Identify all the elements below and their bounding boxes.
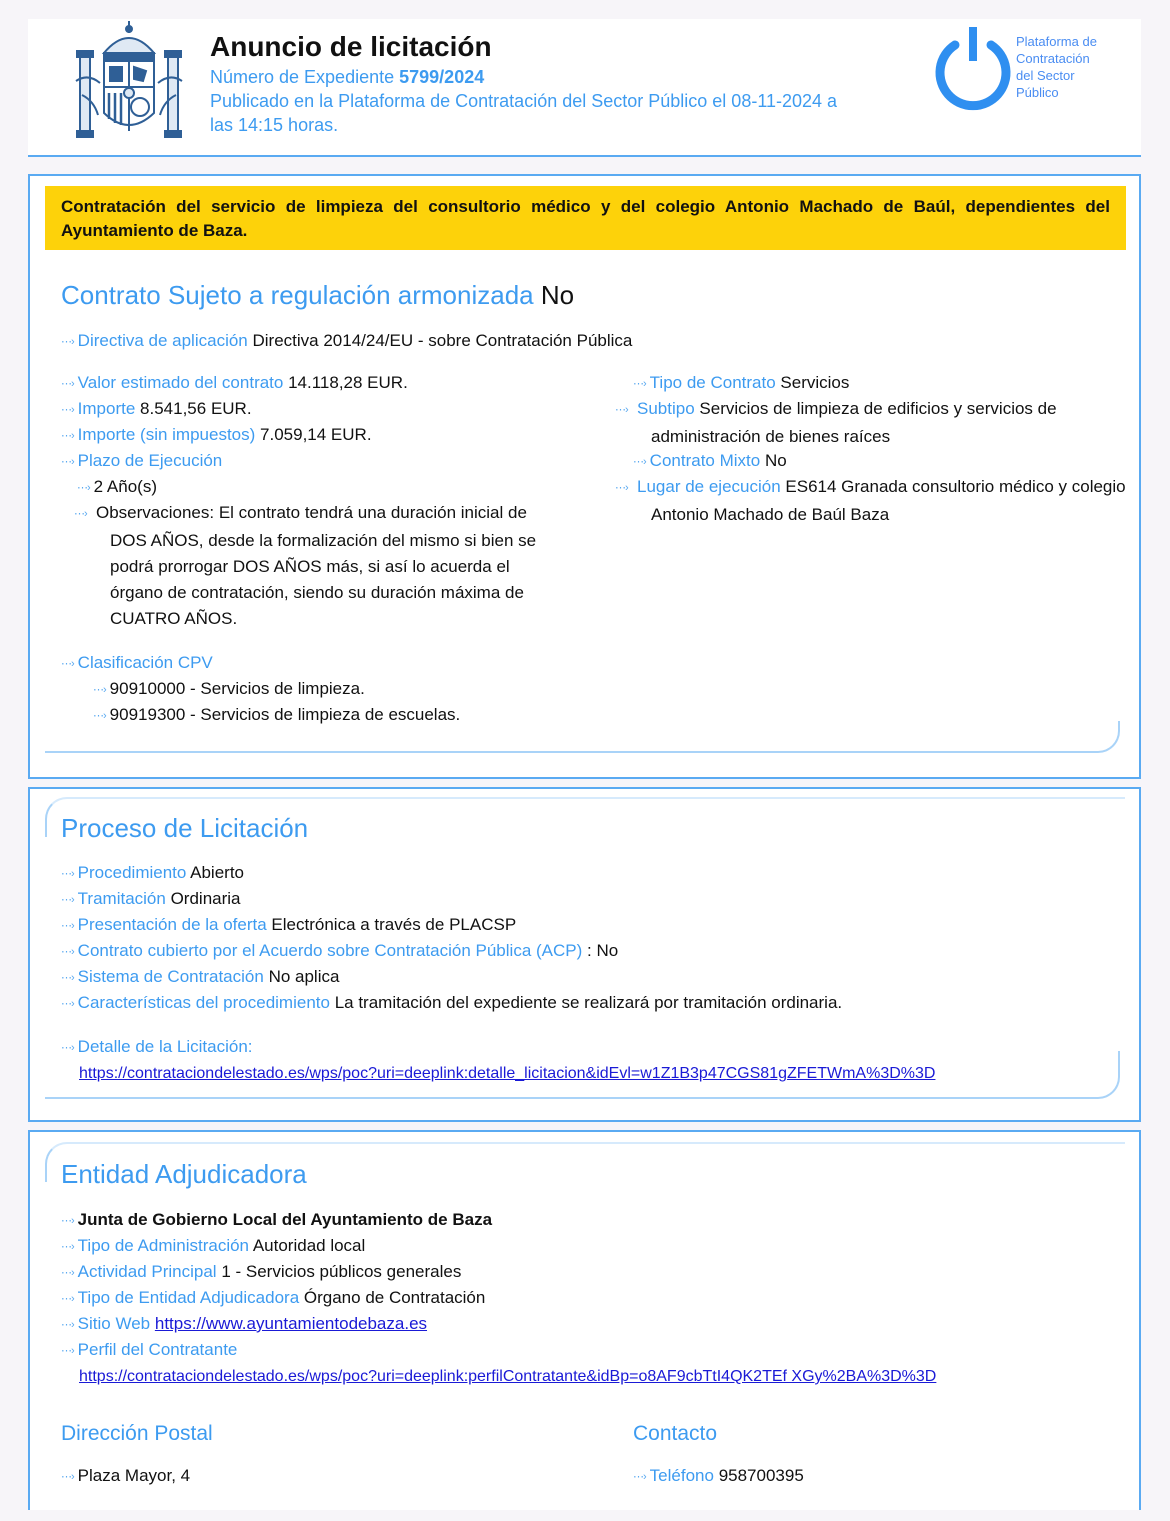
arrow-icon: ⋯› <box>61 404 74 416</box>
platform-logo-text <box>1016 33 1097 101</box>
field-label: Actividad Principal <box>77 1262 217 1281</box>
procedimiento-row <box>61 860 244 888</box>
contract-panel <box>28 174 1141 779</box>
sitio-web-row <box>61 1311 427 1339</box>
subtipo-row: ⋯› Subtipo Servicios de limpieza de edificios y servicios de administración de bienes raíces <box>615 399 1057 446</box>
field-value: Órgano de Contratación <box>303 1288 486 1307</box>
field-value: Electrónica a través de PLACSP <box>271 915 517 934</box>
entidad-heading: Entidad Adjudicadora <box>61 1159 307 1189</box>
panel-decoration <box>45 721 1120 753</box>
field-label: Contrato Mixto <box>649 451 761 470</box>
entidad-name-row <box>61 1207 492 1235</box>
field-label: Procedimiento <box>77 863 187 882</box>
field-value: 7.059,14 EUR. <box>260 425 372 444</box>
entidad-panel <box>28 1130 1141 1510</box>
arrow-icon: ⋯› <box>61 430 74 442</box>
arrow-icon: ⋯› <box>61 1267 74 1279</box>
arrow-icon: ⋯› <box>61 1319 74 1331</box>
field-value: No <box>764 451 787 470</box>
entidad-name: Junta de Gobierno Local del Ayuntamiento de Baza <box>77 1210 493 1229</box>
field-label: Presentación de la oferta <box>77 915 267 934</box>
presentacion-oferta-row <box>61 912 516 940</box>
arrow-icon: ⋯› <box>633 456 646 468</box>
field-value: Servicios <box>780 373 850 392</box>
cpv-code: 90919300 - Servicios de limpieza de escuelas. <box>109 705 461 724</box>
arrow-icon: ⋯› <box>61 868 74 880</box>
expediente-line <box>210 65 930 89</box>
sitio-web-label: Sitio Web <box>77 1314 151 1333</box>
telefono-row <box>633 1463 804 1491</box>
field-label: Tipo de Entidad Adjudicadora <box>77 1288 300 1307</box>
cpv-code: 90910000 - Servicios de limpieza. <box>109 679 365 698</box>
caracteristicas-row <box>61 990 842 1018</box>
field-value: No aplica <box>268 967 340 986</box>
cpv-heading-row <box>61 650 213 678</box>
field-label: Contrato cubierto por el Acuerdo sobre Contratación Pública (ACP) <box>77 941 583 960</box>
field-value: ES614 Granada consultorio médico y colegio Antonio Machado de Baúl Baza <box>651 477 1126 524</box>
field-value: 8.541,56 EUR. <box>140 399 252 418</box>
field-label: Plazo de Ejecución <box>77 451 223 470</box>
page-header <box>28 19 1141 157</box>
field-label: Subtipo <box>637 399 695 418</box>
field-label: Importe (sin impuestos) <box>77 425 256 444</box>
arrow-icon: ⋯› <box>61 658 74 670</box>
arrow-icon: ⋯› <box>93 710 106 722</box>
arrow-icon: ⋯› <box>61 456 74 468</box>
field-label: Lugar de ejecución <box>637 477 781 496</box>
panel-decoration <box>45 1051 1120 1099</box>
sitio-web-link[interactable]: https://www.ayuntamientodebaza.es <box>154 1314 428 1333</box>
regulacion-label: Contrato Sujeto a regulación armonizada <box>61 280 534 310</box>
field-value: Abierto <box>190 863 245 882</box>
proceso-heading: Proceso de Licitación <box>61 813 309 843</box>
arrow-icon: ⋯› <box>633 1471 646 1483</box>
published-line-1: Publicado en la Plataforma de Contratación del Sector Público el 08-11-2024 a <box>210 91 838 111</box>
field-label: Importe <box>77 399 136 418</box>
telefono-value: 958700395 <box>718 1466 804 1485</box>
actividad-principal-row <box>61 1259 461 1287</box>
direccion-postal-heading: Dirección Postal <box>61 1422 213 1445</box>
telefono-label: Teléfono <box>649 1466 714 1485</box>
arrow-icon: ⋯› <box>61 946 74 958</box>
platform-logo-line: Contratación <box>1016 51 1090 66</box>
platform-logo-line: del Sector <box>1016 68 1075 83</box>
plazo-ejecucion-row <box>61 448 222 476</box>
tipo-administracion-row <box>61 1233 365 1261</box>
field-value: : No <box>587 941 619 960</box>
arrow-icon: ⋯› <box>61 336 74 348</box>
arrow-icon: ⋯› <box>61 998 74 1010</box>
arrow-icon: ⋯› <box>61 972 74 984</box>
detalle-label: Detalle de la Licitación: <box>77 1037 253 1056</box>
acp-row <box>61 938 618 966</box>
observaciones-row: ⋯› Observaciones: El contrato tendrá una duración inicial de DOS AÑOS, desde la formalización del mismo si bien se podrá prorrogar DOS AÑOS más, si así lo acuerda el órgano de contratación, siendo su duración máxima de CUATRO AÑOS. <box>74 503 537 628</box>
perfil-contratante-link[interactable]: https://contrataciondelestado.es/wps/poc?uri=deeplink:perfilContratante&idBp=o8AF9cbTtI4QK2TEf XGy%2BA%3D%3D <box>79 1368 937 1385</box>
field-value: 1 - Servicios públicos generales <box>221 1262 462 1281</box>
field-value: 14.118,28 EUR. <box>288 373 408 392</box>
platform-logo-line: Público <box>1016 85 1059 100</box>
importe-row <box>61 396 252 424</box>
direccion-row <box>61 1463 190 1491</box>
perfil-link-row <box>79 1364 936 1390</box>
field-value: La tramitación del expediente se realizará por tramitación ordinaria. <box>334 993 843 1012</box>
directiva-label: Directiva de aplicación <box>77 331 248 350</box>
observaciones-text: Observaciones: El contrato tendrá una duración inicial de DOS AÑOS, desde la formalización del mismo si bien se podrá prorrogar DOS AÑOS más, si así lo acuerda el órgano de contratación, siendo su duración máxima de CUATRO AÑOS. <box>96 503 537 628</box>
arrow-icon: ⋯› <box>93 684 106 696</box>
perfil-contratante-row <box>61 1337 237 1365</box>
detalle-licitacion-link[interactable]: https://contrataciondelestado.es/wps/poc?uri=deeplink:detalle_licitacion&idEvl=w1Z1B3p47CGS81gZFETWmA%3D%3D <box>79 1065 936 1082</box>
directiva-value: Directiva 2014/24/EU - sobre Contratación Pública <box>252 331 633 350</box>
lugar-ejecucion-row: ⋯› Lugar de ejecución ES614 Granada consultorio médico y colegio Antonio Machado de Baúl Baza <box>615 477 1126 524</box>
field-value: Servicios de limpieza de edificios y servicios de administración de bienes raíces <box>651 399 1057 446</box>
arrow-icon: ⋯› <box>61 1471 74 1483</box>
tipo-entidad-row <box>61 1285 485 1313</box>
field-label: Tipo de Administración <box>77 1236 250 1255</box>
expediente-value: 5799/2024 <box>399 67 485 87</box>
page-title: Anuncio de licitación <box>210 31 492 62</box>
field-value: Autoridad local <box>252 1236 366 1255</box>
contract-title-banner: Contratación del servicio de limpieza del consultorio médico y del colegio Antonio Machado de Baúl, dependientes del Ayuntamiento de Baza. <box>45 186 1126 250</box>
direccion-value: Plaza Mayor, 4 <box>77 1466 191 1485</box>
arrow-icon: ⋯› <box>61 378 74 390</box>
field-label: Tramitación <box>77 889 166 908</box>
arrow-icon: ⋯› <box>61 1293 74 1305</box>
arrow-icon: ⋯› <box>61 1345 74 1357</box>
regulacion-value: No <box>540 280 575 310</box>
field-label: Valor estimado del contrato <box>77 373 284 392</box>
tramitacion-row <box>61 886 241 914</box>
platform-logo-line: Plataforma de <box>1016 34 1097 49</box>
importe-sin-impuestos-row <box>61 422 372 450</box>
published-line <box>210 89 930 137</box>
arrow-icon: ⋯› <box>61 1042 74 1054</box>
published-line-2: las 14:15 horas. <box>210 115 339 135</box>
directiva-row <box>61 328 632 356</box>
arrow-icon: ⋯› <box>61 920 74 932</box>
sistema-contratacion-row <box>61 964 339 992</box>
arrow-icon: ⋯› <box>61 1241 74 1253</box>
field-label: Sistema de Contratación <box>77 967 264 986</box>
field-label: Tipo de Contrato <box>649 373 776 392</box>
cpv-item <box>93 676 365 704</box>
expediente-label: Número de Expediente <box>210 67 395 87</box>
field-value: Ordinaria <box>170 889 241 908</box>
arrow-icon: ⋯› <box>77 482 90 494</box>
proceso-panel <box>28 787 1141 1122</box>
arrow-icon: ⋯› <box>61 1215 74 1227</box>
plazo-value-row <box>77 474 157 502</box>
regulacion-armonizada-heading <box>61 280 574 311</box>
perfil-label: Perfil del Contratante <box>77 1340 238 1359</box>
spain-coat-of-arms-icon <box>74 21 184 139</box>
tipo-contrato-row <box>633 370 849 398</box>
plazo-value: 2 Año(s) <box>93 477 157 496</box>
field-label: Características del procedimiento <box>77 993 330 1012</box>
arrow-icon: ⋯› <box>633 378 646 390</box>
contrato-mixto-row <box>633 448 787 476</box>
cpv-label: Clasificación CPV <box>77 653 213 672</box>
arrow-icon: ⋯› <box>61 894 74 906</box>
valor-estimado-row <box>61 370 408 398</box>
contacto-heading: Contacto <box>633 1422 718 1445</box>
